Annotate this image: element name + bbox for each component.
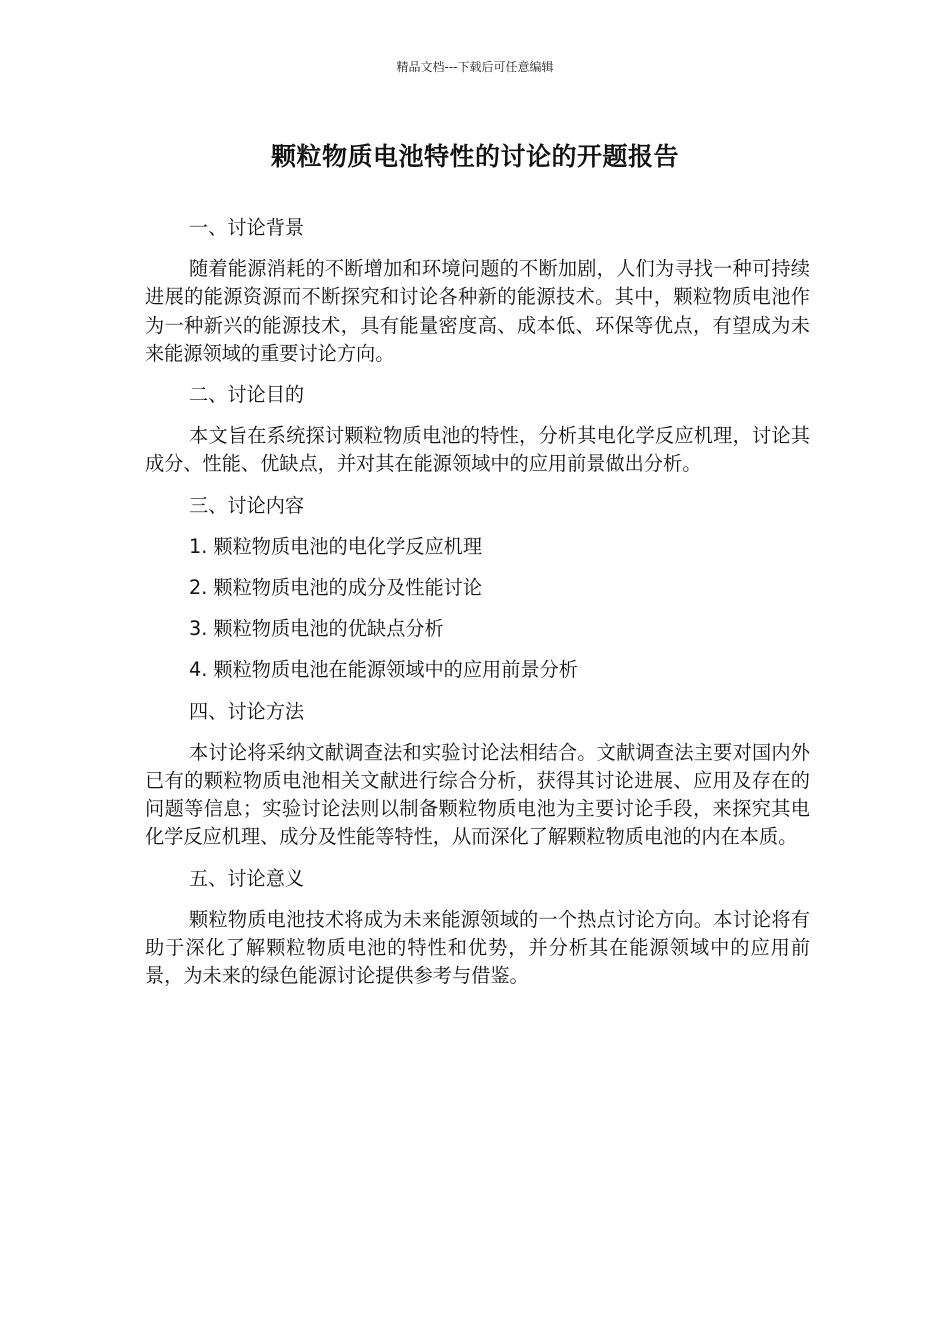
content-list-item: 4. 颗粒物质电池在能源领域中的应用前景分析 — [189, 658, 578, 682]
section-paragraph-purpose: 本文旨在系统探讨颗粒物质电池的特性，分析其电化学反应机理，讨论其成分、性能、优缺点，并对其在能源领域中的应用前景做出分析。 — [145, 424, 810, 476]
content-list-item: 1. 颗粒物质电池的电化学反应机理 — [189, 534, 483, 558]
content-list-item: 2. 颗粒物质电池的成分及性能讨论 — [189, 576, 483, 600]
document-title: 颗粒物质电池特性的讨论的开题报告 — [270, 142, 679, 171]
section-heading-significance: 五、讨论意义 — [189, 866, 305, 890]
section-paragraph-method: 本讨论将采纳文献调查法和实验讨论法相结合。文献调查法主要对国内外已有的颗粒物质电池相关文献进行综合分析，获得其讨论进展、应用及存在的问题等信息；实验讨论法则以制备颗粒物质电池为主要讨论手段，来探究其电化学反应机理、成分及性能等特性，从而深化了解颗粒物质电池的内在本质。 — [145, 740, 810, 849]
section-heading-purpose: 二、讨论目的 — [189, 383, 305, 407]
section-paragraph-background: 随着能源消耗的不断增加和环境问题的不断加剧，人们为寻找一种可持续进展的能源资源而不断探究和讨论各种新的能源技术。其中，颗粒物质电池作为一种新兴的能源技术，具有能量密度高、成本低、环保等优点，有望成为未来能源领域的重要讨论方向。 — [145, 257, 810, 365]
section-heading-background: 一、讨论背景 — [189, 216, 305, 239]
section-heading-content: 三、讨论内容 — [189, 493, 305, 517]
section-heading-method: 四、讨论方法 — [189, 699, 305, 723]
content-list-item: 3. 颗粒物质电池的优缺点分析 — [189, 617, 444, 641]
page-header: 精品文档---下载后可任意编辑 — [396, 60, 554, 74]
section-paragraph-significance: 颗粒物质电池技术将成为未来能源领域的一个热点讨论方向。本讨论将有助于深化了解颗粒物质电池的特性和优势，并分析其在能源领域中的应用前景，为未来的绿色能源讨论提供参考与借鉴。 — [145, 907, 810, 988]
document-body — [145, 214, 810, 1003]
